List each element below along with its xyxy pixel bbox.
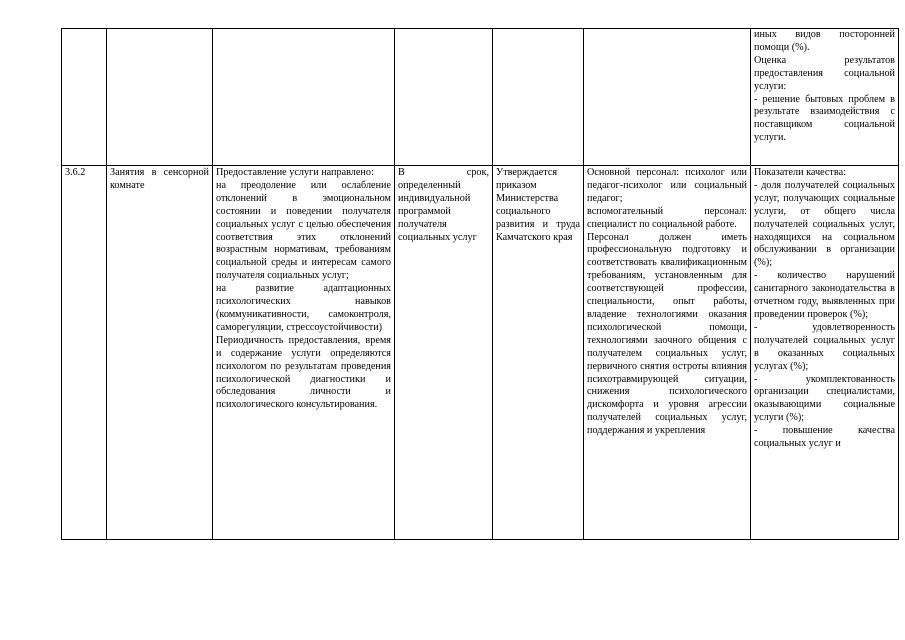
service-quality: Показатели качества: - доля получателей социальных услуг, получающих социальные услуги, от общего числа получателей социальных услуг, находящихся на социальном обслуживании в организации (%); - количество нарушений санитарного законодательства в отчетном году, выявленных при проведении проверок (%); - удовлетворенность получателей социальных услуг в оказанных социальных услугах (%); - укомплектованность организации специалистами, оказывающими социальные услуги (%); - повышение качества социальных услуг и <box>754 167 895 450</box>
service-staff: Основной персонал: психолог или педагог-психолог или социальный педагог; вспомогательный персонал: специалист по социальной работе. Персонал должен иметь профессиональную подготовку и соответствовать квалификационным требованиям, установленным для соответствующей профессии, специальности, опыт работы, владение технологиями оказания психологической помощи, технологиями заочного общения с получателем социальных услуг, первичного снятия остроты влияния психотравмирующей ситуации, снижения психологического дискомфорта и уровня агрессии получателей социальных услуг, поддержания и укрепления <box>587 167 747 437</box>
quality-continued-text: иных видов посторонней помощи (%). Оценка результатов предоставления социальной услуги: - решение бытовых проблем в результате взаимодействия с поставщиком социальной услуги. <box>754 29 895 144</box>
service-description: Предоставление услуги направлено: на преодоление или ослабление отклонений в эмоциональном состоянии и поведении получателя социальных услуг с целью обеспечения соответствия этих отклонений возрастным нормативам, требованиям социальной среды и интересам самого получателя социальных услуг; на развитие адаптационных психологических навыков (коммуникативности, самоконтроля, саморегуляции, стрессоустойчивости) Периодичность предоставления, время и содержание услуги определяются психологом по результатам проведения психологической диагностики и обследования личности и психологического консультирования. <box>216 167 391 411</box>
cell-staff-empty <box>584 29 751 166</box>
cell-description-empty <box>213 29 395 166</box>
cell-number-empty <box>62 29 107 166</box>
cell-quality <box>751 166 899 540</box>
table-row-3-6-2 <box>62 166 899 540</box>
row-number: 3.6.2 <box>65 167 86 178</box>
cell-standard-empty <box>493 29 584 166</box>
service-standard: Утверждается приказом Министерства социального развития и труда Камчатского края <box>496 167 580 243</box>
cell-term-empty <box>395 29 493 166</box>
cell-name <box>107 166 213 540</box>
cell-quality-continued <box>751 29 899 166</box>
cell-number <box>62 166 107 540</box>
cell-description <box>213 166 395 540</box>
cell-standard <box>493 166 584 540</box>
cell-name-empty <box>107 29 213 166</box>
cell-term <box>395 166 493 540</box>
table-row-continued <box>62 29 899 166</box>
services-table <box>61 28 899 540</box>
cell-staff <box>584 166 751 540</box>
service-name: Занятия в сенсорной комнате <box>110 167 209 191</box>
service-term: В срок, определенный индивидуальной программой получателя социальных услуг <box>398 167 489 243</box>
